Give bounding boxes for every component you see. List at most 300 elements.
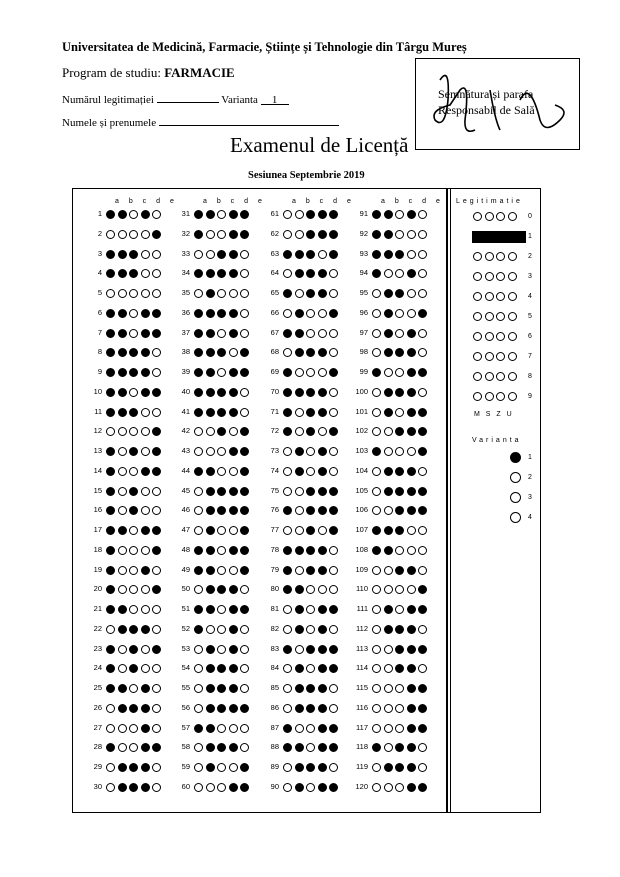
answer-bubble-25-e[interactable] [152,684,161,693]
answer-bubble-101-a[interactable] [372,408,381,417]
answer-bubble-100-d[interactable] [407,388,416,397]
answer-bubble-68-b[interactable] [295,348,304,357]
answer-bubble-6-b[interactable] [118,309,127,318]
answer-bubble-1-e[interactable] [152,210,161,219]
answer-bubble-120-c[interactable] [395,783,404,792]
answer-bubble-93-a[interactable] [372,250,381,259]
answer-bubble-57-a[interactable] [194,724,203,733]
legitimatie-bubble-2-2[interactable] [496,252,505,261]
answer-bubble-113-b[interactable] [384,645,393,654]
answer-bubble-102-b[interactable] [384,427,393,436]
answer-bubble-62-c[interactable] [306,230,315,239]
answer-bubble-120-d[interactable] [407,783,416,792]
answer-bubble-17-c[interactable] [129,526,138,535]
answer-bubble-9-a[interactable] [106,368,115,377]
answer-bubble-37-a[interactable] [194,329,203,338]
legitimatie-bubble-9-3[interactable] [508,392,517,401]
answer-bubble-51-c[interactable] [217,605,226,614]
answer-bubble-21-a[interactable] [106,605,115,614]
answer-bubble-48-e[interactable] [240,546,249,555]
answer-bubble-38-b[interactable] [206,348,215,357]
answer-bubble-81-e[interactable] [329,605,338,614]
answer-bubble-22-b[interactable] [118,625,127,634]
answer-bubble-44-b[interactable] [206,467,215,476]
answer-bubble-22-a[interactable] [106,625,115,634]
answer-bubble-53-d[interactable] [229,645,238,654]
answer-bubble-75-b[interactable] [295,487,304,496]
answer-bubble-14-d[interactable] [141,467,150,476]
answer-bubble-90-c[interactable] [306,783,315,792]
answer-bubble-73-b[interactable] [295,447,304,456]
answer-bubble-69-e[interactable] [329,368,338,377]
answer-bubble-45-e[interactable] [240,487,249,496]
answer-bubble-22-e[interactable] [152,625,161,634]
answer-bubble-57-d[interactable] [229,724,238,733]
answer-bubble-116-a[interactable] [372,704,381,713]
answer-bubble-7-e[interactable] [152,329,161,338]
answer-bubble-82-b[interactable] [295,625,304,634]
answer-bubble-19-a[interactable] [106,566,115,575]
answer-bubble-89-e[interactable] [329,763,338,772]
answer-bubble-118-d[interactable] [407,743,416,752]
answer-bubble-85-e[interactable] [329,684,338,693]
answer-bubble-106-b[interactable] [384,506,393,515]
answer-bubble-79-d[interactable] [318,566,327,575]
answer-bubble-100-a[interactable] [372,388,381,397]
legitimatie-bubble-2-1[interactable] [485,252,494,261]
answer-bubble-58-b[interactable] [206,743,215,752]
answer-bubble-5-c[interactable] [129,289,138,298]
legitimatie-bubble-3-1[interactable] [485,272,494,281]
answer-bubble-100-e[interactable] [418,388,427,397]
answer-bubble-30-b[interactable] [118,783,127,792]
variant-value[interactable]: 1 [261,94,289,105]
answer-bubble-94-d[interactable] [407,269,416,278]
answer-bubble-110-d[interactable] [407,585,416,594]
answer-bubble-74-d[interactable] [318,467,327,476]
answer-bubble-47-c[interactable] [217,526,226,535]
answer-bubble-108-e[interactable] [418,546,427,555]
answer-bubble-78-b[interactable] [295,546,304,555]
answer-bubble-47-b[interactable] [206,526,215,535]
answer-bubble-52-c[interactable] [217,625,226,634]
answer-bubble-48-b[interactable] [206,546,215,555]
answer-bubble-97-c[interactable] [395,329,404,338]
answer-bubble-32-e[interactable] [240,230,249,239]
answer-bubble-91-c[interactable] [395,210,404,219]
answer-bubble-8-b[interactable] [118,348,127,357]
answer-bubble-13-a[interactable] [106,447,115,456]
answer-bubble-15-d[interactable] [141,487,150,496]
answer-bubble-119-c[interactable] [395,763,404,772]
answer-bubble-36-e[interactable] [240,309,249,318]
answer-bubble-75-e[interactable] [329,487,338,496]
answer-bubble-29-c[interactable] [129,763,138,772]
answer-bubble-80-b[interactable] [295,585,304,594]
answer-bubble-77-d[interactable] [318,526,327,535]
answer-bubble-87-c[interactable] [306,724,315,733]
answer-bubble-47-d[interactable] [229,526,238,535]
varianta-bubble-4[interactable] [510,512,521,523]
answer-bubble-45-b[interactable] [206,487,215,496]
answer-bubble-109-a[interactable] [372,566,381,575]
answer-bubble-92-e[interactable] [418,230,427,239]
legitimatie-bubble-6-1[interactable] [485,332,494,341]
answer-bubble-97-d[interactable] [407,329,416,338]
legitimatie-bubble-9-0[interactable] [473,392,482,401]
answer-bubble-29-b[interactable] [118,763,127,772]
legitimatie-bubble-2-3[interactable] [508,252,517,261]
answer-bubble-20-d[interactable] [141,585,150,594]
answer-bubble-112-b[interactable] [384,625,393,634]
answer-bubble-18-c[interactable] [129,546,138,555]
answer-bubble-94-b[interactable] [384,269,393,278]
answer-bubble-15-a[interactable] [106,487,115,496]
answer-bubble-40-b[interactable] [206,388,215,397]
answer-bubble-52-a[interactable] [194,625,203,634]
answer-bubble-111-e[interactable] [418,605,427,614]
answer-bubble-9-d[interactable] [141,368,150,377]
answer-bubble-23-c[interactable] [129,645,138,654]
answer-bubble-18-e[interactable] [152,546,161,555]
answer-bubble-26-b[interactable] [118,704,127,713]
answer-bubble-29-d[interactable] [141,763,150,772]
answer-bubble-70-e[interactable] [329,388,338,397]
answer-bubble-81-a[interactable] [283,605,292,614]
answer-bubble-116-d[interactable] [407,704,416,713]
answer-bubble-105-a[interactable] [372,487,381,496]
answer-bubble-69-d[interactable] [318,368,327,377]
answer-bubble-27-c[interactable] [129,724,138,733]
answer-bubble-16-d[interactable] [141,506,150,515]
answer-bubble-101-c[interactable] [395,408,404,417]
answer-bubble-1-b[interactable] [118,210,127,219]
answer-bubble-2-e[interactable] [152,230,161,239]
answer-bubble-111-c[interactable] [395,605,404,614]
answer-bubble-11-a[interactable] [106,408,115,417]
legitimatie-bubble-8-3[interactable] [508,372,517,381]
answer-bubble-23-d[interactable] [141,645,150,654]
answer-bubble-111-b[interactable] [384,605,393,614]
answer-bubble-11-d[interactable] [141,408,150,417]
answer-bubble-66-b[interactable] [295,309,304,318]
answer-bubble-84-b[interactable] [295,664,304,673]
legitimatie-bubble-7-1[interactable] [485,352,494,361]
answer-bubble-74-b[interactable] [295,467,304,476]
answer-bubble-99-e[interactable] [418,368,427,377]
legitimatie-bubble-0-1[interactable] [485,212,494,221]
answer-bubble-42-b[interactable] [206,427,215,436]
legitimatie-bubble-5-1[interactable] [485,312,494,321]
answer-bubble-61-a[interactable] [283,210,292,219]
answer-bubble-5-d[interactable] [141,289,150,298]
answer-bubble-14-a[interactable] [106,467,115,476]
answer-bubble-113-c[interactable] [395,645,404,654]
legitimatie-bubble-0-2[interactable] [496,212,505,221]
answer-bubble-107-c[interactable] [395,526,404,535]
answer-bubble-53-e[interactable] [240,645,249,654]
answer-bubble-19-d[interactable] [141,566,150,575]
answer-bubble-36-a[interactable] [194,309,203,318]
answer-bubble-35-a[interactable] [194,289,203,298]
answer-bubble-32-c[interactable] [217,230,226,239]
answer-bubble-14-c[interactable] [129,467,138,476]
answer-bubble-71-d[interactable] [318,408,327,417]
answer-bubble-93-e[interactable] [418,250,427,259]
answer-bubble-92-d[interactable] [407,230,416,239]
answer-bubble-1-a[interactable] [106,210,115,219]
answer-bubble-17-e[interactable] [152,526,161,535]
answer-bubble-24-d[interactable] [141,664,150,673]
answer-bubble-107-b[interactable] [384,526,393,535]
answer-bubble-95-c[interactable] [395,289,404,298]
answer-bubble-15-c[interactable] [129,487,138,496]
answer-bubble-36-c[interactable] [217,309,226,318]
answer-bubble-5-a[interactable] [106,289,115,298]
answer-bubble-101-e[interactable] [418,408,427,417]
answer-bubble-32-d[interactable] [229,230,238,239]
answer-bubble-71-a[interactable] [283,408,292,417]
answer-bubble-35-c[interactable] [217,289,226,298]
answer-bubble-83-e[interactable] [329,645,338,654]
answer-bubble-62-e[interactable] [329,230,338,239]
legitimatie-bubble-3-2[interactable] [496,272,505,281]
answer-bubble-42-d[interactable] [229,427,238,436]
answer-bubble-41-e[interactable] [240,408,249,417]
answer-bubble-8-d[interactable] [141,348,150,357]
answer-bubble-24-b[interactable] [118,664,127,673]
answer-bubble-2-a[interactable] [106,230,115,239]
legitimatie-bubble-0-3[interactable] [508,212,517,221]
legitimatie-bubble-9-2[interactable] [496,392,505,401]
answer-bubble-98-b[interactable] [384,348,393,357]
answer-bubble-70-d[interactable] [318,388,327,397]
answer-bubble-33-c[interactable] [217,250,226,259]
legitimatie-bubble-2-0[interactable] [473,252,482,261]
answer-bubble-33-a[interactable] [194,250,203,259]
answer-bubble-83-c[interactable] [306,645,315,654]
answer-bubble-86-e[interactable] [329,704,338,713]
answer-bubble-29-a[interactable] [106,763,115,772]
answer-bubble-49-d[interactable] [229,566,238,575]
answer-bubble-11-e[interactable] [152,408,161,417]
answer-bubble-99-d[interactable] [407,368,416,377]
answer-bubble-36-b[interactable] [206,309,215,318]
answer-bubble-9-e[interactable] [152,368,161,377]
answer-bubble-40-c[interactable] [217,388,226,397]
answer-bubble-105-d[interactable] [407,487,416,496]
answer-bubble-43-c[interactable] [217,447,226,456]
answer-bubble-14-e[interactable] [152,467,161,476]
answer-bubble-67-c[interactable] [306,329,315,338]
answer-bubble-29-e[interactable] [152,763,161,772]
answer-bubble-67-a[interactable] [283,329,292,338]
answer-bubble-71-e[interactable] [329,408,338,417]
answer-bubble-53-b[interactable] [206,645,215,654]
varianta-bubble-2[interactable] [510,472,521,483]
answer-bubble-119-b[interactable] [384,763,393,772]
answer-bubble-28-d[interactable] [141,743,150,752]
answer-bubble-45-d[interactable] [229,487,238,496]
answer-bubble-65-d[interactable] [318,289,327,298]
answer-bubble-22-d[interactable] [141,625,150,634]
answer-bubble-87-a[interactable] [283,724,292,733]
answer-bubble-3-b[interactable] [118,250,127,259]
answer-bubble-114-b[interactable] [384,664,393,673]
answer-bubble-107-d[interactable] [407,526,416,535]
answer-bubble-115-c[interactable] [395,684,404,693]
answer-bubble-53-a[interactable] [194,645,203,654]
answer-bubble-79-c[interactable] [306,566,315,575]
answer-bubble-74-c[interactable] [306,467,315,476]
answer-bubble-59-b[interactable] [206,763,215,772]
answer-bubble-63-e[interactable] [329,250,338,259]
answer-bubble-77-e[interactable] [329,526,338,535]
answer-bubble-116-b[interactable] [384,704,393,713]
legitimatie-bubble-8-1[interactable] [485,372,494,381]
answer-bubble-51-b[interactable] [206,605,215,614]
answer-bubble-104-b[interactable] [384,467,393,476]
answer-bubble-31-e[interactable] [240,210,249,219]
answer-bubble-95-a[interactable] [372,289,381,298]
answer-bubble-96-e[interactable] [418,309,427,318]
answer-bubble-108-a[interactable] [372,546,381,555]
answer-bubble-98-d[interactable] [407,348,416,357]
answer-bubble-69-a[interactable] [283,368,292,377]
answer-bubble-49-a[interactable] [194,566,203,575]
legitimatie-bubble-4-0[interactable] [473,292,482,301]
answer-bubble-19-e[interactable] [152,566,161,575]
answer-bubble-103-d[interactable] [407,447,416,456]
answer-bubble-39-e[interactable] [240,368,249,377]
legitimatie-bubble-6-0[interactable] [473,332,482,341]
answer-bubble-21-e[interactable] [152,605,161,614]
answer-bubble-88-b[interactable] [295,743,304,752]
answer-bubble-104-a[interactable] [372,467,381,476]
answer-bubble-13-c[interactable] [129,447,138,456]
answer-bubble-30-d[interactable] [141,783,150,792]
answer-bubble-40-d[interactable] [229,388,238,397]
answer-bubble-52-e[interactable] [240,625,249,634]
answer-bubble-25-b[interactable] [118,684,127,693]
answer-bubble-87-d[interactable] [318,724,327,733]
answer-bubble-26-e[interactable] [152,704,161,713]
answer-bubble-75-c[interactable] [306,487,315,496]
answer-bubble-65-c[interactable] [306,289,315,298]
answer-bubble-15-e[interactable] [152,487,161,496]
answer-bubble-20-b[interactable] [118,585,127,594]
answer-bubble-64-d[interactable] [318,269,327,278]
answer-bubble-105-b[interactable] [384,487,393,496]
answer-bubble-13-b[interactable] [118,447,127,456]
answer-bubble-21-b[interactable] [118,605,127,614]
answer-bubble-62-d[interactable] [318,230,327,239]
answer-bubble-6-e[interactable] [152,309,161,318]
answer-bubble-23-b[interactable] [118,645,127,654]
answer-bubble-57-b[interactable] [206,724,215,733]
answer-bubble-104-c[interactable] [395,467,404,476]
answer-bubble-39-a[interactable] [194,368,203,377]
answer-bubble-96-d[interactable] [407,309,416,318]
answer-bubble-63-d[interactable] [318,250,327,259]
legitimation-field[interactable] [157,92,219,103]
answer-bubble-90-e[interactable] [329,783,338,792]
legitimatie-bubble-7-0[interactable] [473,352,482,361]
answer-bubble-45-c[interactable] [217,487,226,496]
answer-bubble-120-a[interactable] [372,783,381,792]
answer-bubble-56-b[interactable] [206,704,215,713]
answer-bubble-7-c[interactable] [129,329,138,338]
answer-bubble-41-c[interactable] [217,408,226,417]
answer-bubble-75-d[interactable] [318,487,327,496]
answer-bubble-82-d[interactable] [318,625,327,634]
answer-bubble-27-d[interactable] [141,724,150,733]
answer-bubble-58-d[interactable] [229,743,238,752]
answer-bubble-109-b[interactable] [384,566,393,575]
answer-bubble-115-b[interactable] [384,684,393,693]
answer-bubble-57-c[interactable] [217,724,226,733]
answer-bubble-114-d[interactable] [407,664,416,673]
answer-bubble-89-c[interactable] [306,763,315,772]
answer-bubble-37-d[interactable] [229,329,238,338]
name-field[interactable] [159,115,339,126]
answer-bubble-91-a[interactable] [372,210,381,219]
answer-bubble-82-a[interactable] [283,625,292,634]
legitimatie-bubble-8-2[interactable] [496,372,505,381]
answer-bubble-73-a[interactable] [283,447,292,456]
legitimatie-bubble-4-1[interactable] [485,292,494,301]
answer-bubble-51-a[interactable] [194,605,203,614]
answer-bubble-33-b[interactable] [206,250,215,259]
answer-bubble-93-c[interactable] [395,250,404,259]
legitimatie-bubble-6-2[interactable] [496,332,505,341]
answer-bubble-112-a[interactable] [372,625,381,634]
answer-bubble-92-c[interactable] [395,230,404,239]
answer-bubble-81-c[interactable] [306,605,315,614]
answer-bubble-118-b[interactable] [384,743,393,752]
answer-bubble-45-a[interactable] [194,487,203,496]
answer-bubble-107-a[interactable] [372,526,381,535]
answer-bubble-103-e[interactable] [418,447,427,456]
answer-bubble-84-d[interactable] [318,664,327,673]
answer-bubble-108-c[interactable] [395,546,404,555]
answer-bubble-63-c[interactable] [306,250,315,259]
answer-bubble-66-c[interactable] [306,309,315,318]
legitimatie-bubble-4-2[interactable] [496,292,505,301]
answer-bubble-103-c[interactable] [395,447,404,456]
answer-bubble-6-d[interactable] [141,309,150,318]
answer-bubble-117-e[interactable] [418,724,427,733]
answer-bubble-115-a[interactable] [372,684,381,693]
answer-bubble-83-a[interactable] [283,645,292,654]
answer-bubble-67-d[interactable] [318,329,327,338]
legitimatie-bubble-8-0[interactable] [473,372,482,381]
answer-bubble-106-d[interactable] [407,506,416,515]
answer-bubble-48-a[interactable] [194,546,203,555]
answer-bubble-89-d[interactable] [318,763,327,772]
answer-bubble-91-b[interactable] [384,210,393,219]
answer-bubble-99-a[interactable] [372,368,381,377]
answer-bubble-119-d[interactable] [407,763,416,772]
legitimatie-bubble-7-2[interactable] [496,352,505,361]
answer-bubble-65-e[interactable] [329,289,338,298]
answer-bubble-46-b[interactable] [206,506,215,515]
answer-bubble-82-c[interactable] [306,625,315,634]
answer-bubble-62-a[interactable] [283,230,292,239]
answer-bubble-55-d[interactable] [229,684,238,693]
answer-bubble-34-d[interactable] [229,269,238,278]
answer-bubble-23-a[interactable] [106,645,115,654]
